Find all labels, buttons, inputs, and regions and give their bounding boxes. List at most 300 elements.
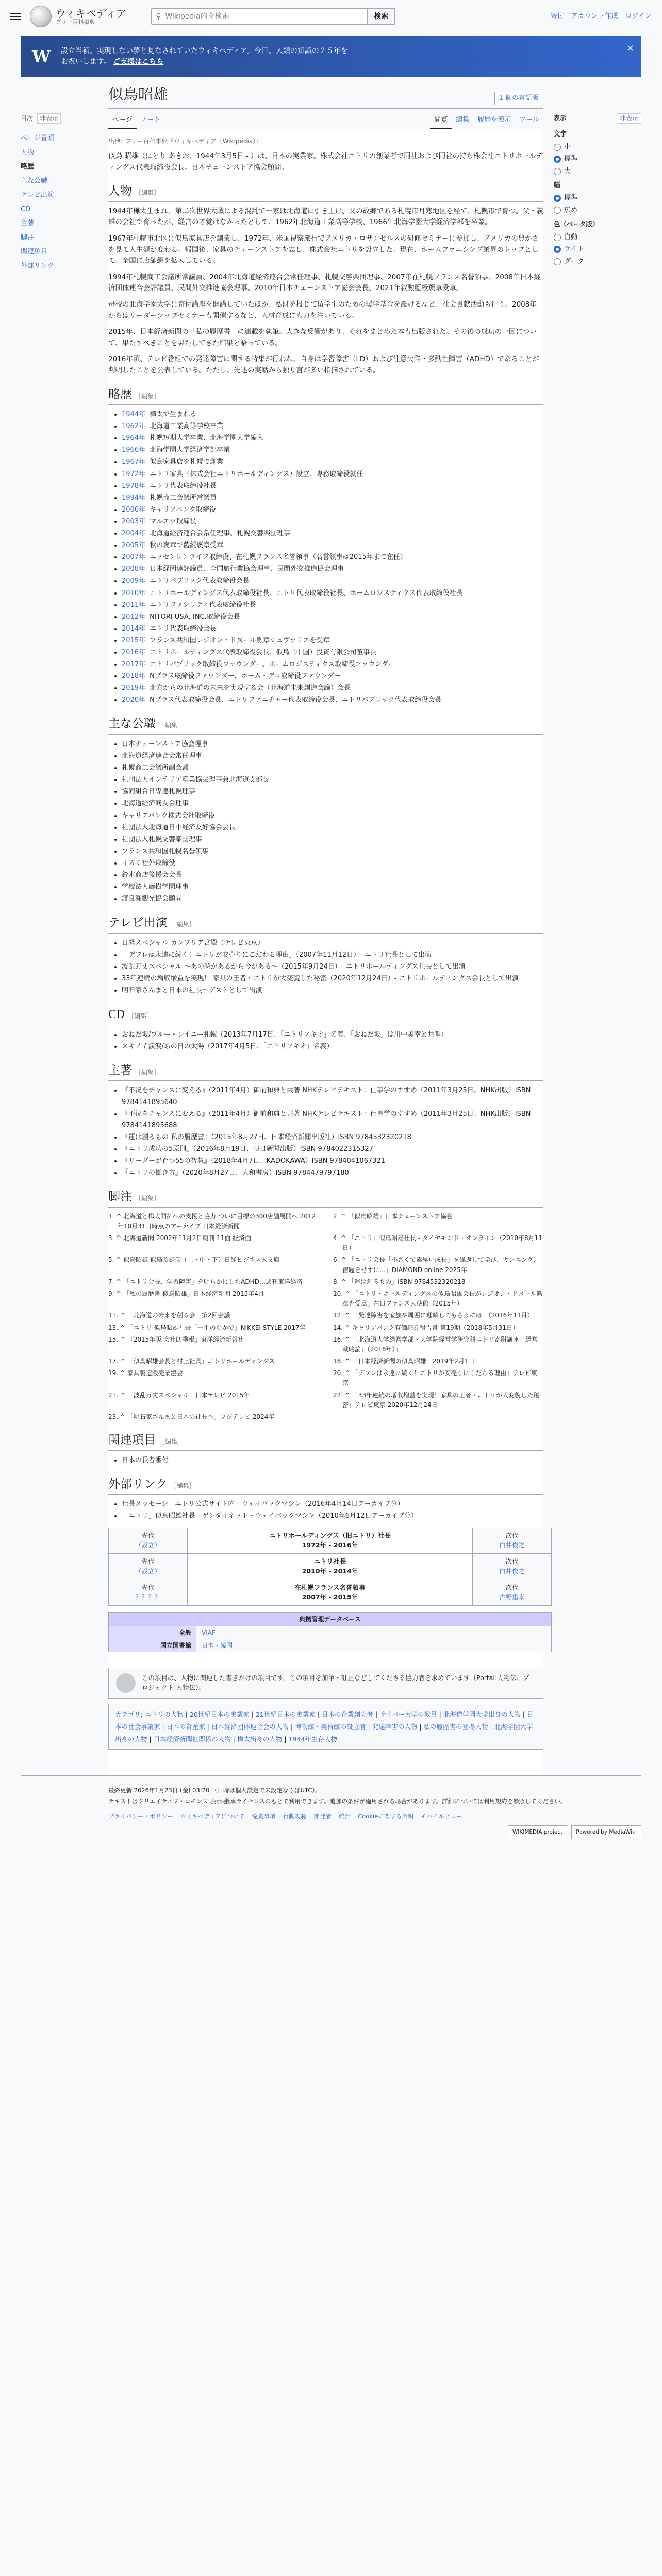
radio-icon [554,234,561,241]
section-title: 脚注 [108,1190,132,1204]
year-link[interactable]: 1944年 [122,411,146,419]
year-link[interactable]: 1966年 [122,446,146,454]
career-text: 樺太で生まれる [150,411,197,419]
succession-row [109,1554,552,1580]
category-link[interactable]: 日本経済団体連合会の人物 | [211,1723,295,1731]
radio-option[interactable] [554,153,641,165]
radio-label: 広め [564,206,578,214]
predecessor-label: 先代 [141,1557,155,1565]
year-link[interactable]: 2017年 [122,660,146,669]
edit-section-link[interactable]: ［編集］ [127,1012,153,1020]
login-link[interactable]: ログイン [625,12,652,21]
successor-label: 次代 [505,1557,519,1565]
career-text: キャリアバンク取締役 [150,505,216,514]
predecessor-label: 先代 [141,1583,155,1591]
list-item: • 「ニトリ」似鳥昭雄社長 - ゲンダイネット・ウェイバックマシン（2010年6月12日アーカイブ分） [122,1511,543,1522]
list-item: • 社長メッセージ - ニトリ公式サイト内 - ウェイバックマシン（2016年4月14日アーカイブ分） [122,1499,543,1510]
appearance-panel [554,77,641,1775]
search-button[interactable]: 検索 [368,8,395,25]
career-text: 札幌商工会議所常議員 [150,494,217,502]
page-source: 出典: フリー百科事典『ウィキペディア（Wikipedia）』 [108,138,262,145]
list-item: • 北海道経済同友会理事 [122,798,543,809]
predecessor-cell [109,1528,188,1554]
reference-item: 1. ^ 北海道と樺太開拓への支援と協力 ついに目標の300店舗展開へ 2012年10月31日時点のアーカイブ 日本経済新聞 [108,1212,316,1230]
toc-item[interactable]: 人物 [21,148,35,157]
section-title: CD [108,1008,125,1021]
site-logo[interactable] [30,6,126,27]
fundraising-banner [21,36,641,77]
toc-hide-button[interactable]: 非表示 [37,113,61,124]
year-link[interactable]: 2019年 [122,684,146,692]
list-item [122,588,543,599]
category-link[interactable]: 日本の企業創立者 | [322,1710,379,1718]
category-link[interactable]: 北海学園大学出身の人物 | [115,1723,533,1743]
radio-option[interactable] [554,205,641,217]
footer-link[interactable]: 行動規範 [283,1812,307,1820]
list-item [122,552,543,563]
successor-cell [473,1554,552,1580]
radio-label: 小 [564,143,571,151]
career-text: NITORI USA, INC.取締役会長 [150,613,240,621]
reference-item: 6. ^ 「ニトリ会長「小さくて素早い成長」を繰返して学び、カンニング、宿題をせずに…」DIAMOND online 2025年 [333,1256,539,1274]
section-heading-offices [108,715,543,735]
section-title: 略歴 [108,387,132,401]
list-item: • 北海道経済連合会常任理事 [122,751,543,762]
section-title: 主著 [108,1063,132,1077]
search-input[interactable]: ⚲ Wikipedia内を検索 [151,8,368,25]
reference-item: 2. ^ 「似鳥昭雄」日本チェーンストア協会 [333,1212,453,1220]
radio-label: 自動 [564,233,578,241]
list-external [122,1499,543,1522]
section-heading-tv [108,914,543,934]
category-link[interactable]: 1944年生存人物 [288,1735,337,1743]
list-item [122,600,543,611]
toc-item[interactable]: ページ冒頭 [21,134,54,142]
reference-item: 12. ^ 「発達障害を家族や周囲に理解してもらうには」（2016年11月） [333,1312,534,1319]
edit-section-link[interactable]: ［編集］ [170,1482,195,1489]
edit-section-link[interactable]: ［編集］ [135,1068,160,1076]
year-link[interactable]: 2012年 [122,613,146,621]
footer-link[interactable]: プライバシー・ポリシー [108,1812,173,1820]
toc-heading: 目次 [21,115,34,122]
section-title: テレビ出演 [108,916,168,929]
radio-icon [554,258,561,265]
radio-option[interactable] [554,231,641,244]
list-item: • キャリアバンク株式会社取締役 [122,810,543,822]
position-cell [187,1580,472,1606]
toc-item[interactable]: 関連項目 [21,248,48,256]
list-item: • 『リーダーが育つ55の智慧』（2018年4月7日、KADOKAWA）ISBN 9784041067321 [122,1156,543,1167]
section-title: 人物 [108,184,132,198]
personal-tools [551,11,652,22]
tab-edit[interactable]: 編集 [456,115,470,124]
list-item: • 『ニトリの働き方』（2020年8月27日、大和書房）ISBN 9784479797180 [122,1167,543,1179]
table-of-contents [21,77,98,1775]
list-offices [122,739,543,905]
position-years: 2010年 - 2014年 [302,1567,358,1575]
list-item [122,635,543,647]
radio-option[interactable] [554,141,641,154]
predecessor-cell [109,1580,188,1606]
list-item [122,481,543,492]
career-text: ニトリ代表取締役会長 [150,624,217,633]
toc-item[interactable]: 主著 [21,219,35,227]
appearance-heading: 表示 [554,114,567,122]
reference-item: 20. ^ 「デフレは永遠に続く！ニトリが安売りにこだわる理由」テレビ東京 [333,1369,538,1387]
reference-item: 22. ^ 「33年連続の増収増益を実現！家具の王者・ニトリが大変貌した秘密」テレビ東京 2020年12月24日 [333,1391,540,1409]
list-item [122,445,543,456]
year-link[interactable]: 1962年 [122,422,146,431]
year-link[interactable]: 1972年 [122,470,146,478]
year-link[interactable]: 2020年 [122,696,146,704]
width-label: 幅 [554,181,560,189]
reference-item: 19. ^ 家具製造販売業協会 [108,1369,183,1377]
toc-item[interactable]: 主な公職 [21,177,48,185]
authority-key: 全般 [109,1626,196,1639]
paragraph: 2015年、日本経済新聞の「私の履歴書」に連載を執筆。大きな反響があり、それをまとめた本も出版された。その後の成功の一因について、果たすべきことを果たしてきた結果と語っている。 [108,328,537,347]
edit-section-link[interactable]: ［編集］ [170,921,195,928]
career-text: 札幌短期大学卒業、北海学園大学編入 [150,434,264,443]
year-link[interactable]: 2018年 [122,672,146,681]
list-item [122,694,543,706]
radio-label: 標準 [564,155,578,163]
list-item [122,683,543,694]
reference-item: 18. ^ 「日本経済新聞の似鳥昭雄」2019年2月1日 [333,1358,475,1365]
reference-list [108,1212,543,1422]
year-link[interactable]: 2010年 [122,589,146,597]
toc-item[interactable]: 略歴 [21,163,35,171]
list-item: • 鈴木商店後援会会長 [122,870,543,881]
reference-item: 11. ^ 「北海道の未来を創る会」第2回会議 [108,1312,230,1319]
category-link[interactable]: 日本経済新聞社関係の人物 | [154,1735,237,1743]
category-link[interactable]: 北海道学園大学出身の人物 | [443,1710,527,1718]
career-text: 似鳥家具店を札幌で創業 [150,458,224,466]
list-item: • 協同組合日専連札幌理事 [122,786,543,798]
predecessor-name[interactable]: ？？？？ [135,1593,161,1601]
menu-icon[interactable] [10,13,21,20]
paragraph: 1944年樺太生まれ。第二次世界大戦による混乱で一家は北海道に引き上げ、父の故郷である札幌市月寒地区を経て、札幌市で育つ。父・義雄の会社で育ったが、経営の才覚はなかったとして、1962年北海道工業高等学校、1966年北海学園大学経済学部を卒業。 [108,207,543,227]
list-tv [122,938,543,996]
category-link[interactable]: サイバー大学の教員 | [379,1710,443,1718]
radio-option[interactable] [554,192,641,205]
mediawiki-badge[interactable]: Powered by MediaWiki [571,1825,641,1839]
predecessor-cell [109,1554,188,1580]
position-title: 在札幌フランス名誉領事 [294,1583,366,1591]
section-heading-external [108,1476,543,1495]
section-title: 主な公職 [108,717,156,731]
list-item: • おねだ坂/ブルー・レイニー札幌（2013年7月17日、「ニトリアキオ」名義、「おねだ坂」は川中美幸と共唱） [122,1029,543,1041]
reference-item: 17. ^ 「似鳥昭雄会長と村上社長」ニトリホールディングス [108,1358,275,1365]
lead-paragraph: 似鳥 昭雄（にとり あきお、1944年3月5日 - ）は、日本の実業家。株式会社ニトリの創業者で同社および同社の持ち株会社ニトリホールディングス代表取締役会長。日本チェーンストア協会顧問。 [108,152,543,172]
list-item: • 明石家さんまと日本の社長～ゲストとして出演 [122,985,543,996]
list-item: • 日本チェーンストア協会理事 [122,739,543,750]
reference-item: 5. ^ 似鳥昭雄 似鳥昭雄伝（上・中・下）日経ビジネス人文庫 [108,1256,280,1264]
section-heading-books [108,1062,543,1081]
footer [21,1775,641,1860]
year-link[interactable]: 2014年 [122,624,146,633]
search-icon: ⚲ [156,12,161,21]
list-item [122,516,543,528]
appearance-hide-button[interactable]: 非表示 [617,113,641,124]
list-item: • 社団法人北海道日中経済友好協会会長 [122,822,543,834]
list-item: • 「デフレは永遠に続く！ニトリが安売りにこだわる理由」（2007年11月12日）- ニトリ社長として出演 [122,950,543,961]
list-item: • 社団法人札幌交響楽団理事 [122,834,543,845]
year-link[interactable]: 2003年 [122,517,146,526]
reference-item: 14. ^ キャリアバンク有価証券報告書 第19期（2018年5月31日） [333,1324,519,1331]
reference-item: 3. ^ 北海道新聞 2002年11月2日朝刊 11面 経済面 [108,1234,252,1242]
list-books [122,1085,543,1179]
list-item [122,659,543,670]
radio-label: 標準 [564,194,578,202]
year-link[interactable]: 2007年 [122,553,146,562]
category-link[interactable]: 発達障害の人物 | [372,1723,424,1731]
career-list [122,409,543,706]
radio-icon [554,195,561,202]
position-years: 2007年 - 2015年 [302,1593,358,1601]
category-link[interactable]: 20世紀日本の実業家 | [190,1710,256,1718]
year-link[interactable]: 1994年 [122,494,146,502]
radio-icon [554,144,561,151]
list-item: • 33年連続の増収増益を実現！ 家具の王者・ニトリが大変貌した秘密（2020年12月24日）- ニトリホールディングス会長として出演 [122,973,543,985]
list-item [122,623,543,635]
stub-notice [108,1668,543,1699]
position-title: ニトリホールディングス（旧ニトリ）社長 [269,1531,391,1539]
career-text: 北海道経済連合会常任理事、札幌交響楽団理事 [150,530,291,538]
career-text: 日本経団連評議員、全国旅行業協会理事、民間外交推進協会理事 [150,565,344,573]
career-text: ニッセンレンライフ取締役、在札幌フランス名誉領事（名誉領事は2015年まで在任） [150,553,407,562]
list-item: • 『ニトリ成功の5原則』（2016年8月19日、朝日新聞出版）ISBN 9784022315327 [122,1144,543,1155]
close-icon[interactable]: × [626,43,634,54]
section-title: 関連項目 [108,1433,156,1447]
list-cd [122,1029,543,1053]
year-link[interactable]: 2000年 [122,505,146,514]
reference-item: 15. ^ 『2015年版 会社四季報』東洋経済新報社 [108,1335,244,1343]
tab-tools[interactable]: ツール [519,115,539,124]
list-related [122,1455,543,1466]
list-item [122,504,543,516]
career-text: ニトリホールディングス代表取締役社長、ニトリ代表取締役社長、ホームロジスティクス代表取締役社長 [150,589,463,597]
section-title: 外部リンク [108,1477,168,1490]
career-text: マルエツ取締役 [150,517,197,526]
footer-link[interactable]: 開発者 [313,1812,332,1820]
section-heading-cd [108,1006,543,1025]
edit-section-link[interactable]: ［編集］ [135,189,160,197]
language-button[interactable]: 1 個の言語版 [494,92,543,105]
radio-option[interactable] [554,243,641,256]
category-label[interactable]: カテゴリ [115,1710,141,1718]
list-item [122,612,543,623]
succession-row [109,1528,552,1554]
footer-link[interactable]: 免責事項 [252,1812,276,1820]
position-cell [187,1554,472,1580]
footer-link[interactable]: Cookieに関する声明 [358,1812,414,1820]
year-link[interactable]: 1964年 [122,434,146,443]
section-heading-related [108,1431,543,1451]
tab-talk[interactable]: ノート [140,115,161,124]
category-link[interactable]: 私の履歴書の登場人物 | [423,1723,494,1731]
list-item [122,671,543,682]
list-item: • 日本の長者番付 [122,1455,543,1466]
tab-page[interactable]: ページ [108,112,137,129]
category-link[interactable]: 博物館・美術館の設立者 | [295,1723,372,1731]
reference-item: 16. ^ 「北海道大学経営学部・大学院経営学研究科ニトリ寄附講座「経営戦略論」（2018年）」 [333,1335,538,1353]
career-text: 北海道工業高等学校卒業 [150,422,224,431]
category-link[interactable]: 日本の社会事業家 | [115,1710,534,1731]
career-text: Nプラス代表取締役会長、ニトリファニチャー代表取締役会長、ニトリパブリック代表取締役会長 [150,696,442,704]
radio-option[interactable] [554,256,641,268]
successor-name[interactable]: 古野重幸 [499,1593,525,1601]
edit-section-link[interactable]: ［編集］ [135,392,160,400]
career-text: ニトリ代表取締役社長 [150,482,217,490]
section-heading-person [108,182,543,202]
toc-item[interactable]: テレビ出演 [21,191,54,199]
donate-link[interactable]: 寄付 [550,12,564,21]
create-account-link[interactable]: アカウント作成 [571,12,618,21]
wikimedia-badge[interactable]: WIKIMEDIA project [508,1825,567,1839]
edit-section-link[interactable]: ［編集］ [135,1195,160,1202]
toc-item[interactable]: 脚注 [21,233,35,242]
edit-section-link[interactable]: ［編集］ [159,722,184,730]
authority-control [108,1612,552,1652]
w25-logo: W [32,47,51,66]
header [0,0,662,33]
page-tabs [108,112,543,130]
list-item [122,647,543,658]
successor-label: 次代 [505,1531,519,1539]
list-item: • 学校法人藤樹学園理事 [122,882,543,893]
reference-item: 9. ^ 「私の履歴書 似鳥昭雄」日本経済新聞 2015年4月 [108,1290,264,1297]
site-wordmark: ウィキペディア フリー百科事典 [56,7,127,25]
radio-label: 大 [564,167,571,175]
successor-name[interactable]: 白井俊之 [499,1541,525,1549]
banner-cta-link[interactable]: ご支援はこちら [113,58,164,66]
predecessor-name[interactable]: （設立） [135,1541,161,1549]
career-text: Nプラス取締役ファウンダー、ホーム・デコ取締役ファウンダー [150,672,341,681]
list-item [122,540,543,551]
radio-icon [554,156,561,163]
career-text: フランス共和国レジオン・ドヌール勲章シュヴァリエを受章 [150,636,330,645]
successor-cell [473,1580,552,1606]
last-modified: 最終更新 2026年1月23日 (金) 03:20 （日時は個人設定で未設定ならばUTC）。 [108,1787,321,1794]
predecessor-name[interactable]: （設立） [135,1567,161,1575]
radio-label: ライト [564,245,584,253]
tab-read[interactable]: 閲覧 [430,112,452,129]
list-item [122,493,543,504]
year-link[interactable]: 2009年 [122,577,146,585]
paragraph: 母校の北海学園大学に寄付講座を開講していたほか、私財を投じて留学生のための奨学基金を設けるなど、社会貢献活動も行う。2008年からはリーダーシップセミナーも開催するなど、人材育成にも力を注いでいる。 [108,300,537,320]
list-item: • 渡良瀬観光協会顧問 [122,893,543,905]
year-link[interactable]: 2005年 [122,541,146,550]
reference-item: 4. ^ 「ニトリ」似鳥昭雄社長 - ダイヤモンド・オンライン（2010年8月11日） [333,1234,542,1252]
career-text: ニトリファシリティ代表取締役社長 [150,601,256,609]
reference-item: 23. ^ 「明石家さんまと日本の社長へ」フジテレビ 2024年 [108,1413,275,1421]
list-item [122,528,543,539]
search-form [151,8,395,25]
section-heading-notes [108,1188,543,1208]
reference-item: 21. ^ 「波乱万丈スペシャル」日本テレビ 2015年 [108,1391,250,1399]
category-link[interactable]: 21世紀日本の実業家 | [256,1710,322,1718]
career-text: ニトリ家具（株式会社ニトリホールディングス）設立、専務取締役就任 [150,470,363,478]
authority-value[interactable]: VIAF [196,1626,551,1639]
list-item: • 日経スペシャル カンブリア宮殿（テレビ東京） [122,938,543,949]
radio-label: ダーク [564,257,585,265]
authority-value[interactable]: 日本・韓国 [196,1639,551,1652]
list-item [122,469,543,480]
successor-name[interactable]: 白井俊之 [499,1567,525,1575]
tab-history[interactable]: 履歴を表示 [477,115,511,124]
radio-icon [554,168,561,175]
position-years: 1972年 - 2016年 [302,1541,358,1549]
radio-icon [554,207,561,214]
person-icon [116,1673,136,1693]
category-link[interactable]: ニトリの人物 | [145,1710,190,1718]
list-item [122,433,543,444]
career-text: ニトリパブリック代表取締役会長 [150,577,250,585]
section-heading-career [108,386,543,405]
edit-section-link[interactable]: ［編集］ [159,1438,184,1446]
list-item: • フランス共和国札幌名誉領事 [122,846,543,857]
license-text: テキストはクリエイティブ・コモンズ 表示-継承ライセンスのもとで利用できます。追加の条件が適用される場合があります。詳細については利用規約を参照してください。 [108,1797,567,1805]
toc-item[interactable]: 外部リンク [21,262,54,270]
list-item: • 『運は創るもの 私の履歴書』（2015年8月27日、日本経済新聞出版社）ISBN 9784532320218 [122,1132,543,1143]
list-item: • 札幌商工会議所副会頭 [122,762,543,774]
footer-link[interactable]: ウィキペディアについて [180,1812,245,1820]
stub-text: この項目は、人物に関連した書きかけの項目です。この項目を加筆・訂正などしてくださる協力者を求めています（Portal:人物伝、プロジェクト:人物伝）。 [142,1674,529,1691]
year-link[interactable]: 1967年 [122,458,146,466]
authority-header: 典拠管理データベース [109,1613,551,1626]
text-size-label: 文字 [554,130,567,138]
list-item: • スキノ / 涙涙/あの日の太陽（2017年4月5日、「ニトリアキオ」名義） [122,1041,543,1053]
category-link[interactable]: 樺太出身の人物 | [237,1735,289,1743]
reference-item: 10. ^ 「ニトリ・ホールディングスの似鳥昭雄会長がレジオン・ドヌール勲章を受章」在日フランス大使館（2015年） [333,1290,543,1308]
list-item: • 『不況をチャンスに変える』（2011年4月）御前和典と共著 NHKテレビテキスト：仕事学のすすめ（2011年3月25日、NHK出版）ISBN 9784141895640 [122,1085,543,1108]
paragraph: 1994年札幌商工会議所常議員、2004年北海道経済連合会常任理事、札幌交響楽団理事、2007年在札幌フランス名誉領事、2008年日本経済団体連合会評議員、民間外交推進協会理事。2010年日本チェーンストア協会会長、2021年叙勲藍綬褒章受章。 [108,273,541,293]
paragraph: 2016年頃、テレビ番組での発達障害に関する特集が行われ、自身は学習障害（LD）および注意欠陥・多動性障害（ADHD）であることが判明したことを公表している。ただし、先述の実話から独り言が多い指摘されている。 [108,355,539,375]
authority-key: 国立図書館 [109,1639,196,1652]
year-link[interactable]: 1978年 [122,482,146,490]
list-item [122,421,543,432]
category-links: カテゴリ: ニトリの人物 | 20世紀日本の実業家 | 21世紀日本の実業家 | 日本の企業創立者 | サイバー大学の教員 | 北海道学園大学出身の人物 | 日本の社会事業家 | 日本の資産家 | 日本経済団体連合会の人物 | 博物館・美術館の設立者 | 発達障害の人物 | 私の履歴書の登場人物 | 北海学園大学出身の人物 | 日本経済新聞社関係の人物 | 樺太出身の人物 | 1944年生存人物 [108,1704,543,1750]
banner-message: 設立当初、実現しない夢と見なされていたウィキペディア。今日、人類の知識の２５年をお祝いします。 ご支援はこちら [60,47,348,66]
list-item [122,564,543,575]
radio-option[interactable] [554,165,641,178]
year-link[interactable]: 2011年 [122,601,146,609]
succession-row [109,1580,552,1606]
radio-icon [554,246,561,253]
year-link[interactable]: 2008年 [122,565,146,573]
footer-link[interactable]: モバイルビュー [421,1812,462,1820]
footer-link[interactable]: 統計 [339,1812,351,1820]
category-link[interactable]: 日本の資産家 | [167,1723,211,1731]
page-title: 似鳥昭雄 [108,87,169,103]
paragraph: 1967年札幌市北区に似鳥家具店を創業し、1972年、米国視察旅行でアメリカ・ロサンゼルスの研修セミナーに参加し、アメリカの豊かさを見て人生観が変わる。帰国後、家具のチェーンストアを志し、株式会社ニトリを設立した。現在、ホームファニシング業界のトップとして、全国に店舗網を拡大している。 [108,234,539,265]
predecessor-label: 先代 [141,1531,155,1539]
main-content [108,77,543,1775]
career-text: 北方からの北海道の未来を実現する会（北海道未来創造会議）会長 [150,684,351,692]
wikipedia-globe-icon [30,6,52,27]
list-item [122,456,543,468]
career-text: 北海学園大学経済学部卒業 [150,446,230,454]
reference-item: 7. ^ 「ニトリ会長、学習障害」を明らかにしたADHD…週刊東洋経済 [108,1278,303,1285]
toc-item[interactable]: CD [21,205,31,213]
year-link[interactable]: 2004年 [122,530,146,538]
position-cell [187,1528,472,1554]
year-link[interactable]: 2016年 [122,648,146,656]
list-item: • 波乱万丈スペシャル ～あの時があるから今がある～（2015年9月24日）- ニトリホールディングス社長として出演 [122,961,543,973]
career-text: 秋の褒章で藍綬褒章受章 [150,541,224,550]
list-item [122,409,543,420]
year-link[interactable]: 2015年 [122,636,146,645]
